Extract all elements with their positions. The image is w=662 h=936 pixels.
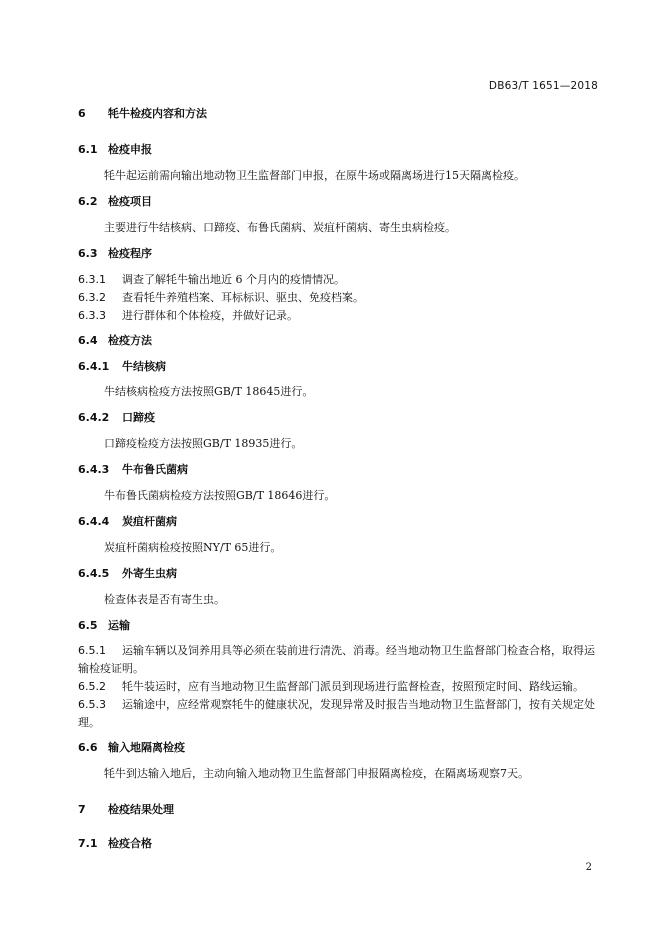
section-heading xyxy=(78,246,152,262)
page-number: 2 xyxy=(585,862,592,873)
paragraph: 牦牛到达输入地后，主动向输入地动物卫生监督部门申报隔离检疫，在隔离场观察7天。 xyxy=(104,767,529,780)
paragraph: 主要进行牛结核病、口蹄疫、布鲁氏菌病、炭疽杆菌病、寄生虫病检疫。 xyxy=(104,221,456,234)
list-item xyxy=(78,307,602,325)
section-title: 口蹄疫 xyxy=(122,411,155,424)
section-title: 检疫方法 xyxy=(108,334,152,347)
section-title: 检疫结果处理 xyxy=(108,803,174,816)
subsection-heading xyxy=(78,514,177,530)
item-text: 调查了解牦牛输出地近 6 个月内的疫情情况。 xyxy=(122,273,345,286)
section-number: 6.4.4 xyxy=(78,515,110,528)
section-number: 6.4.5 xyxy=(78,567,110,580)
section-heading xyxy=(78,618,130,634)
subsection-heading xyxy=(78,359,166,375)
subsection-heading xyxy=(78,462,188,478)
section-title: 外寄生虫病 xyxy=(122,567,177,580)
item-text: 进行群体和个体检疫，并做好记录。 xyxy=(122,309,298,322)
list-item xyxy=(78,678,602,696)
standard-code: DB63/T 1651—2018 xyxy=(488,80,598,92)
section-number: 6.4 xyxy=(78,334,98,347)
paragraph: 炭疽杆菌病检疫按照NY/T 65进行。 xyxy=(104,541,282,554)
item-number: 6.5.1 xyxy=(78,644,106,657)
section-number: 6.6 xyxy=(78,741,98,754)
section-heading xyxy=(78,142,152,158)
item-number: 6.3.3 xyxy=(78,309,106,322)
list-item xyxy=(78,642,602,678)
section-number: 6.4.2 xyxy=(78,411,110,424)
section-title: 检疫合格 xyxy=(108,837,152,850)
item-text: 查看牦牛养殖档案、耳标标识、驱虫、免疫档案。 xyxy=(122,291,364,304)
section-number: 6.5 xyxy=(78,619,98,632)
section-number: 6.2 xyxy=(78,195,98,208)
paragraph: 检查体表是否有寄生虫。 xyxy=(104,593,225,606)
section-title: 运输 xyxy=(108,619,130,632)
section-number: 6.4.3 xyxy=(78,463,110,476)
subsection-heading xyxy=(78,410,155,426)
section-heading xyxy=(78,802,174,818)
item-text: 运输途中，应经常观察牦牛的健康状况，发现异常及时报告当地动物卫生监督部门，按有关规定处理。 xyxy=(78,698,595,729)
item-number: 6.5.3 xyxy=(78,698,106,711)
section-heading xyxy=(78,194,152,210)
section-number: 6.1 xyxy=(78,143,98,156)
list-item xyxy=(78,289,602,307)
section-title: 检疫申报 xyxy=(108,143,152,156)
section-title: 检疫程序 xyxy=(108,247,152,260)
section-title: 牛布鲁氏菌病 xyxy=(122,463,188,476)
section-title: 牛结核病 xyxy=(122,360,166,373)
item-number: 6.5.2 xyxy=(78,680,106,693)
section-heading xyxy=(78,740,185,756)
section-heading xyxy=(78,333,152,349)
section-title: 炭疽杆菌病 xyxy=(122,515,177,528)
item-number: 6.3.1 xyxy=(78,273,106,286)
section-heading xyxy=(78,106,207,122)
section-title: 牦牛检疫内容和方法 xyxy=(108,107,207,120)
paragraph: 口蹄疫检疫方法按照GB/T 18935进行。 xyxy=(104,437,303,450)
item-number: 6.3.2 xyxy=(78,291,106,304)
list-item xyxy=(78,271,602,289)
section-number: 7 xyxy=(78,803,86,816)
paragraph: 牦牛起运前需向输出地动物卫生监督部门申报，在原牛场或隔离场进行15天隔离检疫。 xyxy=(104,169,525,182)
section-title: 检疫项目 xyxy=(108,195,152,208)
section-number: 6.3 xyxy=(78,247,98,260)
list-item xyxy=(78,696,602,732)
paragraph: 牛布鲁氏菌病检疫方法按照GB/T 18646进行。 xyxy=(104,489,336,502)
section-number: 7.1 xyxy=(78,837,98,850)
section-heading xyxy=(78,836,152,852)
subsection-heading xyxy=(78,566,177,582)
section-number: 6.4.1 xyxy=(78,360,110,373)
paragraph: 牛结核病检疫方法按照GB/T 18645进行。 xyxy=(104,385,314,398)
item-text: 牦牛装运时，应有当地动物卫生监督部门派员到现场进行监督检查，按照预定时间、路线运输。 xyxy=(122,680,584,693)
section-number: 6 xyxy=(78,107,86,120)
section-title: 输入地隔离检疫 xyxy=(108,741,185,754)
item-text: 运输车辆以及饲养用具等必须在装前进行清洗、消毒。经当地动物卫生监督部门检查合格，取得运输检疫证明。 xyxy=(78,644,595,675)
